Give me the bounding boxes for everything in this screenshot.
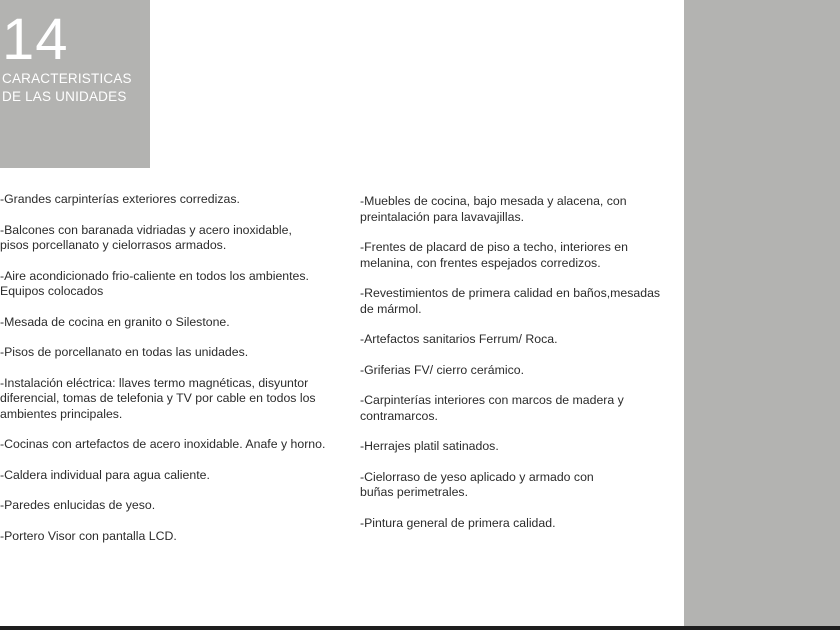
feature-item: -Aire acondicionado frio-caliente en todos los ambientes. Equipos colocados (0, 268, 309, 298)
page-number: 14 (2, 7, 69, 72)
features-right-column (360, 194, 678, 546)
features-left-column (0, 192, 345, 559)
feature-item: -Caldera individual para agua caliente. (0, 467, 210, 482)
feature-item: -Paredes enlucidas de yeso. (0, 498, 156, 512)
feature-item: -Revestimientos de primera calidad en baños,mesadas de mármol. (360, 286, 661, 316)
section-title-line-2: DE LAS UNIDADES (2, 89, 127, 104)
feature-item: -Cocinas con artefactos de acero inoxidable. Anafe y horno. (0, 437, 326, 451)
feature-item: -Portero Visor con pantalla LCD. (0, 528, 177, 543)
feature-item: -Cielorraso de yeso aplicado y armado con buñas perimetrales. (360, 469, 594, 499)
feature-item: -Muebles de cocina, bajo mesada y alacena, con preintalación para lavavajillas. (360, 194, 627, 224)
feature-item: -Carpinterías interiores con marcos de madera y contramarcos. (360, 393, 624, 423)
feature-item: -Pisos de porcellanato en todas las unidades. (0, 345, 249, 359)
section-title (2, 70, 132, 106)
bottom-bar (0, 626, 840, 630)
feature-item: -Instalación eléctrica: llaves termo magnéticas, disyuntor diferencial, tomas de telefonia y TV por cable en todos los ambientes principales. (0, 375, 316, 421)
section-title-line-1: CARACTERISTICAS (2, 71, 132, 86)
feature-item: -Frentes de placard de piso a techo, interiores en melanina, con frentes espejados corredizos. (360, 240, 628, 270)
feature-item: -Artefactos sanitarios Ferrum/ Roca. (360, 332, 558, 346)
feature-item: -Balcones con baranada vidriadas y acero inoxidable, pisos porcellanato y cielorrasos armados. (0, 222, 292, 252)
feature-item: -Herrajes platil satinados. (360, 439, 499, 453)
feature-item: -Grandes carpinterías exteriores corredizas. (0, 192, 240, 206)
feature-item: -Pintura general de primera calidad. (360, 515, 556, 530)
section-header (0, 0, 150, 168)
feature-item: -Mesada de cocina en granito o Silestone. (0, 314, 230, 329)
side-gray-panel (684, 0, 840, 626)
feature-item: -Griferias FV/ cierro cerámico. (360, 362, 524, 377)
